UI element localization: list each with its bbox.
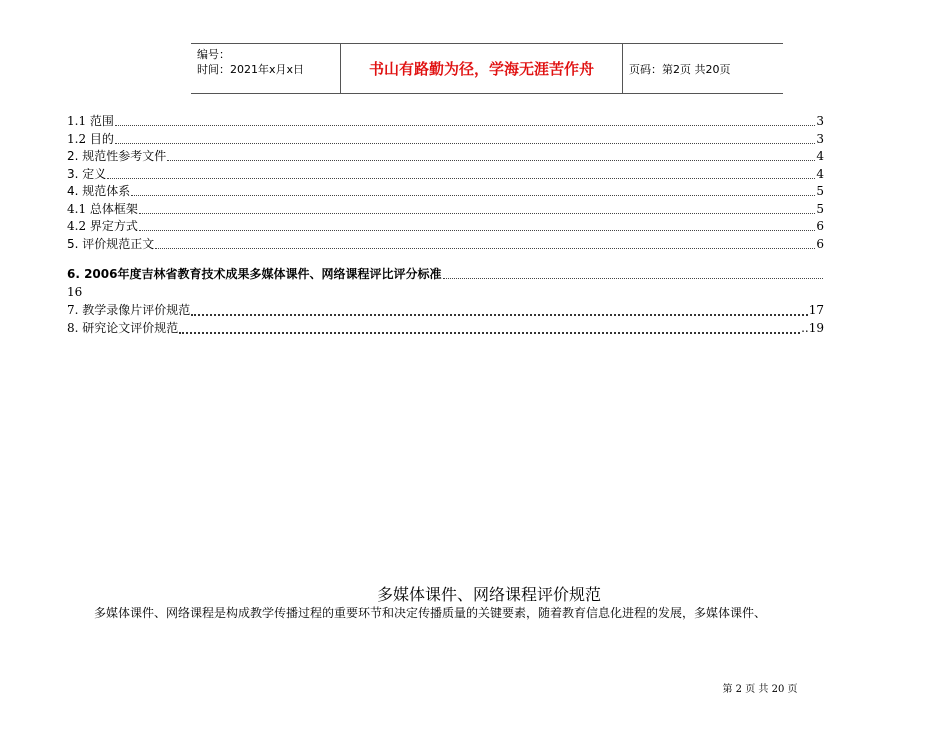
toc-leader	[139, 218, 815, 231]
toc-item[interactable]: 1.1 范围 3	[67, 114, 824, 128]
toc-leader	[191, 302, 807, 316]
toc-item-6[interactable]	[67, 266, 824, 284]
toc-leader	[131, 183, 815, 196]
toc-leader	[443, 266, 824, 279]
toc-leader	[107, 166, 815, 179]
toc-item[interactable]: 5. 评价规范正文 6	[67, 236, 824, 251]
toc-leader	[155, 236, 815, 249]
intro-paragraph: 多媒体课件、网络课程是构成教学传播过程的重要环节和决定传播质量的关键要素，随着教育信息化进程的发展，多媒体课件、	[94, 606, 767, 620]
toc-item[interactable]: 3. 定义 4	[67, 166, 824, 181]
toc-leader	[115, 131, 815, 144]
toc-item[interactable]: 8. 研究论文评价规范 ..19	[67, 320, 824, 335]
header-time-label: 时间：2021年x月x日	[197, 63, 305, 76]
toc-item[interactable]: 1.2 目的 3	[67, 131, 824, 146]
toc-item[interactable]: 6. 2006年度吉林省教育技术成果多媒体课件、网络课程评比评分标准	[67, 266, 824, 284]
page-header	[191, 43, 783, 94]
header-number-label: 编号：	[197, 48, 230, 61]
toc-item-6-page: 16	[67, 285, 83, 299]
toc-leader	[179, 320, 800, 334]
document-title: 多媒体课件、网络课程评价规范	[376, 585, 601, 604]
header-page-info: 页码：第2页 共20页	[629, 62, 731, 76]
toc-item[interactable]: 2. 规范性参考文件 4	[67, 149, 824, 163]
page-footer: 第 2 页 共 20 页	[722, 684, 798, 695]
toc-leader	[115, 113, 815, 126]
toc-item[interactable]: 4.2 界定方式 6	[67, 219, 824, 233]
header-motto: 书山有路勤为径，学海无涯苦作舟	[341, 44, 623, 93]
toc-item[interactable]: 4. 规范体系 5	[67, 184, 824, 198]
toc-item[interactable]: 7. 教学录像片评价规范 17	[67, 303, 824, 317]
toc-item[interactable]: 4.1 总体框架 5	[67, 201, 824, 216]
toc-items-7-8	[67, 302, 824, 337]
toc-leader	[139, 201, 815, 214]
toc-leader	[167, 148, 815, 161]
header-meta	[191, 44, 341, 93]
table-of-contents	[67, 113, 824, 253]
